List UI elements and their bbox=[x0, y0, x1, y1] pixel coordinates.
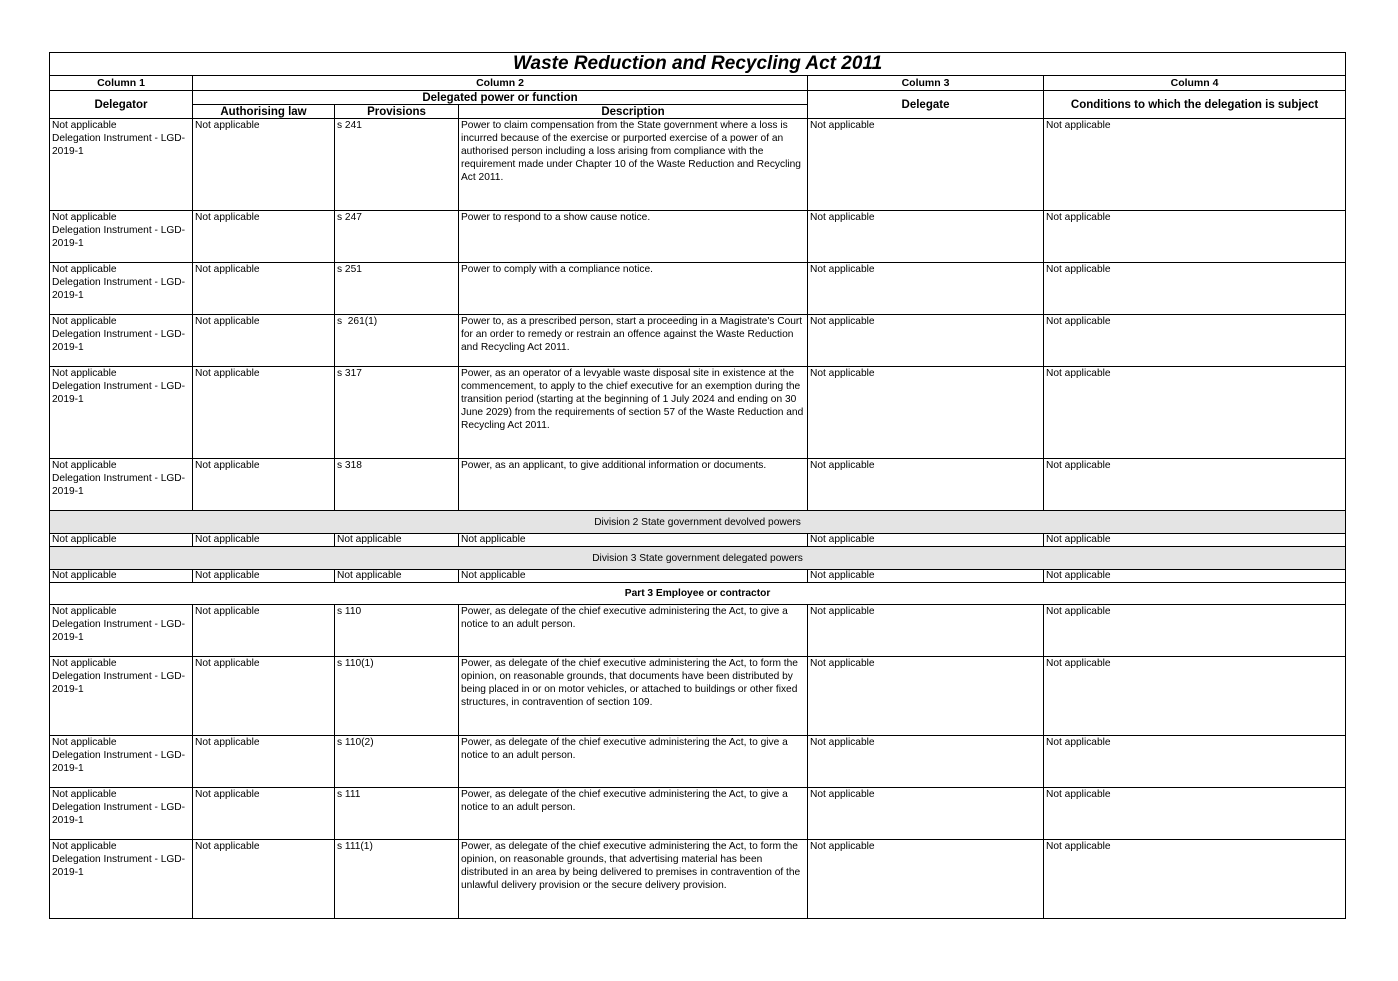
delegator-cell: Not applicable Delegation Instrument - LGD- 2019-1 bbox=[50, 657, 193, 736]
provisions-cell: Not applicable bbox=[335, 534, 459, 547]
provisions-header: Provisions bbox=[335, 105, 459, 119]
table-row bbox=[50, 605, 1346, 657]
delegate-cell: Not applicable bbox=[808, 570, 1044, 583]
table-row bbox=[50, 263, 1346, 315]
description-cell: Power, as delegate of the chief executive administering the Act, to give a notice to an adult person. bbox=[459, 605, 808, 657]
provisions-cell: s 110(1) bbox=[335, 657, 459, 736]
authorising-law-cell: Not applicable bbox=[193, 605, 335, 657]
authorising-law-cell: Not applicable bbox=[193, 788, 335, 840]
provisions-cell: s 251 bbox=[335, 263, 459, 315]
division-3-section bbox=[50, 547, 1346, 583]
description-cell: Not applicable bbox=[459, 570, 808, 583]
delegator-cell: Not applicable bbox=[50, 570, 193, 583]
authorising-law-cell: Not applicable bbox=[193, 119, 335, 211]
delegate-header: Delegate bbox=[808, 91, 1044, 119]
authorising-law-cell: Not applicable bbox=[193, 840, 335, 919]
provisions-cell: s 317 bbox=[335, 367, 459, 459]
table-row bbox=[50, 534, 1346, 547]
delegator-cell: Not applicable Delegation Instrument - LGD- 2019-1 bbox=[50, 367, 193, 459]
conditions-cell: Not applicable bbox=[1044, 211, 1346, 263]
document-title: Waste Reduction and Recycling Act 2011 bbox=[50, 53, 1346, 76]
authorising-law-cell: Not applicable bbox=[193, 263, 335, 315]
authorising-law-cell: Not applicable bbox=[193, 459, 335, 511]
delegate-cell: Not applicable bbox=[808, 315, 1044, 367]
authorising-law-cell: Not applicable bbox=[193, 315, 335, 367]
authorising-law-cell: Not applicable bbox=[193, 736, 335, 788]
provisions-cell: s 111(1) bbox=[335, 840, 459, 919]
delegator-cell: Not applicable Delegation Instrument - LGD- 2019-1 bbox=[50, 211, 193, 263]
delegate-cell: Not applicable bbox=[808, 119, 1044, 211]
description-header: Description bbox=[459, 105, 808, 119]
conditions-cell: Not applicable bbox=[1044, 263, 1346, 315]
table-row bbox=[50, 315, 1346, 367]
conditions-cell: Not applicable bbox=[1044, 605, 1346, 657]
table-row bbox=[50, 119, 1346, 211]
authorising-law-cell: Not applicable bbox=[193, 570, 335, 583]
conditions-cell: Not applicable bbox=[1044, 315, 1346, 367]
division-3-heading: Division 3 State government delegated powers bbox=[50, 547, 1346, 570]
table-row bbox=[50, 570, 1346, 583]
description-cell: Power to, as a prescribed person, start a proceeding in a Magistrate's Court for an order to remedy or restrain an offence against the Waste Reduction and Recycling Act 2011. bbox=[459, 315, 808, 367]
delegator-cell: Not applicable Delegation Instrument - LGD- 2019-1 bbox=[50, 263, 193, 315]
description-cell: Power, as an applicant, to give additional information or documents. bbox=[459, 459, 808, 511]
authorising-law-header: Authorising law bbox=[193, 105, 335, 119]
conditions-cell: Not applicable bbox=[1044, 788, 1346, 840]
provisions-cell: s 318 bbox=[335, 459, 459, 511]
delegator-cell: Not applicable Delegation Instrument - LGD- 2019-1 bbox=[50, 736, 193, 788]
division-2-heading: Division 2 State government devolved powers bbox=[50, 511, 1346, 534]
conditions-cell: Not applicable bbox=[1044, 534, 1346, 547]
delegator-cell: Not applicable Delegation Instrument - LGD- 2019-1 bbox=[50, 605, 193, 657]
part-3-section bbox=[50, 583, 1346, 919]
table-row bbox=[50, 211, 1346, 263]
provisions-cell: s 247 bbox=[335, 211, 459, 263]
description-cell: Not applicable bbox=[459, 534, 808, 547]
conditions-cell: Not applicable bbox=[1044, 657, 1346, 736]
column-3-label: Column 3 bbox=[808, 76, 1044, 91]
conditions-cell: Not applicable bbox=[1044, 570, 1346, 583]
provisions-cell: Not applicable bbox=[335, 570, 459, 583]
delegate-cell: Not applicable bbox=[808, 367, 1044, 459]
delegator-cell: Not applicable Delegation Instrument - LGD- 2019-1 bbox=[50, 315, 193, 367]
delegate-cell: Not applicable bbox=[808, 263, 1044, 315]
table-row bbox=[50, 840, 1346, 919]
table-row bbox=[50, 367, 1346, 459]
authorising-law-cell: Not applicable bbox=[193, 367, 335, 459]
description-cell: Power, as an operator of a levyable waste disposal site in existence at the commencement, to apply to the chief executive for an exemption during the transition period (starting at the beginning of 1 July 2024 and ending on 30 June 2029) from the requirements of section 57 of the Waste Reduction and Recycling Act 2011. bbox=[459, 367, 808, 459]
delegator-cell: Not applicable bbox=[50, 534, 193, 547]
delegated-power-header: Delegated power or function bbox=[193, 91, 808, 105]
provisions-cell: s 110 bbox=[335, 605, 459, 657]
authorising-law-cell: Not applicable bbox=[193, 211, 335, 263]
delegate-cell: Not applicable bbox=[808, 657, 1044, 736]
description-cell: Power to claim compensation from the State government where a loss is incurred because of the exercise or purported exercise of a power of an authorised person including a loss arising from compliance with the requirement made under Chapter 10 of the Waste Reduction and Recycling Act 2011. bbox=[459, 119, 808, 211]
table-row bbox=[50, 459, 1346, 511]
delegator-cell: Not applicable Delegation Instrument - LGD- 2019-1 bbox=[50, 788, 193, 840]
description-cell: Power to respond to a show cause notice. bbox=[459, 211, 808, 263]
delegate-cell: Not applicable bbox=[808, 736, 1044, 788]
delegate-cell: Not applicable bbox=[808, 788, 1044, 840]
description-cell: Power, as delegate of the chief executive administering the Act, to form the opinion, on reasonable grounds, that advertising material has been distributed in an area by being delivered to premises in contravention of the unlawful delivery provision or the secure delivery provision. bbox=[459, 840, 808, 919]
provisions-cell: s 241 bbox=[335, 119, 459, 211]
conditions-header: Conditions to which the delegation is subject bbox=[1044, 91, 1346, 119]
provisions-cell: s 110(2) bbox=[335, 736, 459, 788]
table-row bbox=[50, 788, 1346, 840]
part-3-heading: Part 3 Employee or contractor bbox=[50, 583, 1346, 605]
part2-rows bbox=[50, 119, 1346, 511]
table-row bbox=[50, 736, 1346, 788]
delegation-table bbox=[49, 52, 1346, 919]
delegate-cell: Not applicable bbox=[808, 534, 1044, 547]
delegator-header: Delegator bbox=[50, 91, 193, 119]
conditions-cell: Not applicable bbox=[1044, 736, 1346, 788]
table-row bbox=[50, 657, 1346, 736]
provisions-cell: s 111 bbox=[335, 788, 459, 840]
description-cell: Power to comply with a compliance notice. bbox=[459, 263, 808, 315]
conditions-cell: Not applicable bbox=[1044, 459, 1346, 511]
description-cell: Power, as delegate of the chief executive administering the Act, to form the opinion, on reasonable grounds, that documents have been distributed by being placed in or on motor vehicles, or attached to buildings or other fixed structures, in contravention of section 109. bbox=[459, 657, 808, 736]
delegate-cell: Not applicable bbox=[808, 459, 1044, 511]
delegator-cell: Not applicable Delegation Instrument - LGD- 2019-1 bbox=[50, 459, 193, 511]
delegate-cell: Not applicable bbox=[808, 840, 1044, 919]
delegate-cell: Not applicable bbox=[808, 605, 1044, 657]
division-2-section bbox=[50, 511, 1346, 547]
delegate-cell: Not applicable bbox=[808, 211, 1044, 263]
column-4-label: Column 4 bbox=[1044, 76, 1346, 91]
delegator-cell: Not applicable Delegation Instrument - LGD- 2019-1 bbox=[50, 840, 193, 919]
column-1-label: Column 1 bbox=[50, 76, 193, 91]
column-2-label: Column 2 bbox=[193, 76, 808, 91]
authorising-law-cell: Not applicable bbox=[193, 657, 335, 736]
conditions-cell: Not applicable bbox=[1044, 367, 1346, 459]
description-cell: Power, as delegate of the chief executive administering the Act, to give a notice to an adult person. bbox=[459, 736, 808, 788]
table-header bbox=[50, 53, 1346, 119]
authorising-law-cell: Not applicable bbox=[193, 534, 335, 547]
conditions-cell: Not applicable bbox=[1044, 119, 1346, 211]
provisions-cell: s 261(1) bbox=[335, 315, 459, 367]
delegator-cell: Not applicable Delegation Instrument - LGD- 2019-1 bbox=[50, 119, 193, 211]
description-cell: Power, as delegate of the chief executive administering the Act, to give a notice to an adult person. bbox=[459, 788, 808, 840]
conditions-cell: Not applicable bbox=[1044, 840, 1346, 919]
